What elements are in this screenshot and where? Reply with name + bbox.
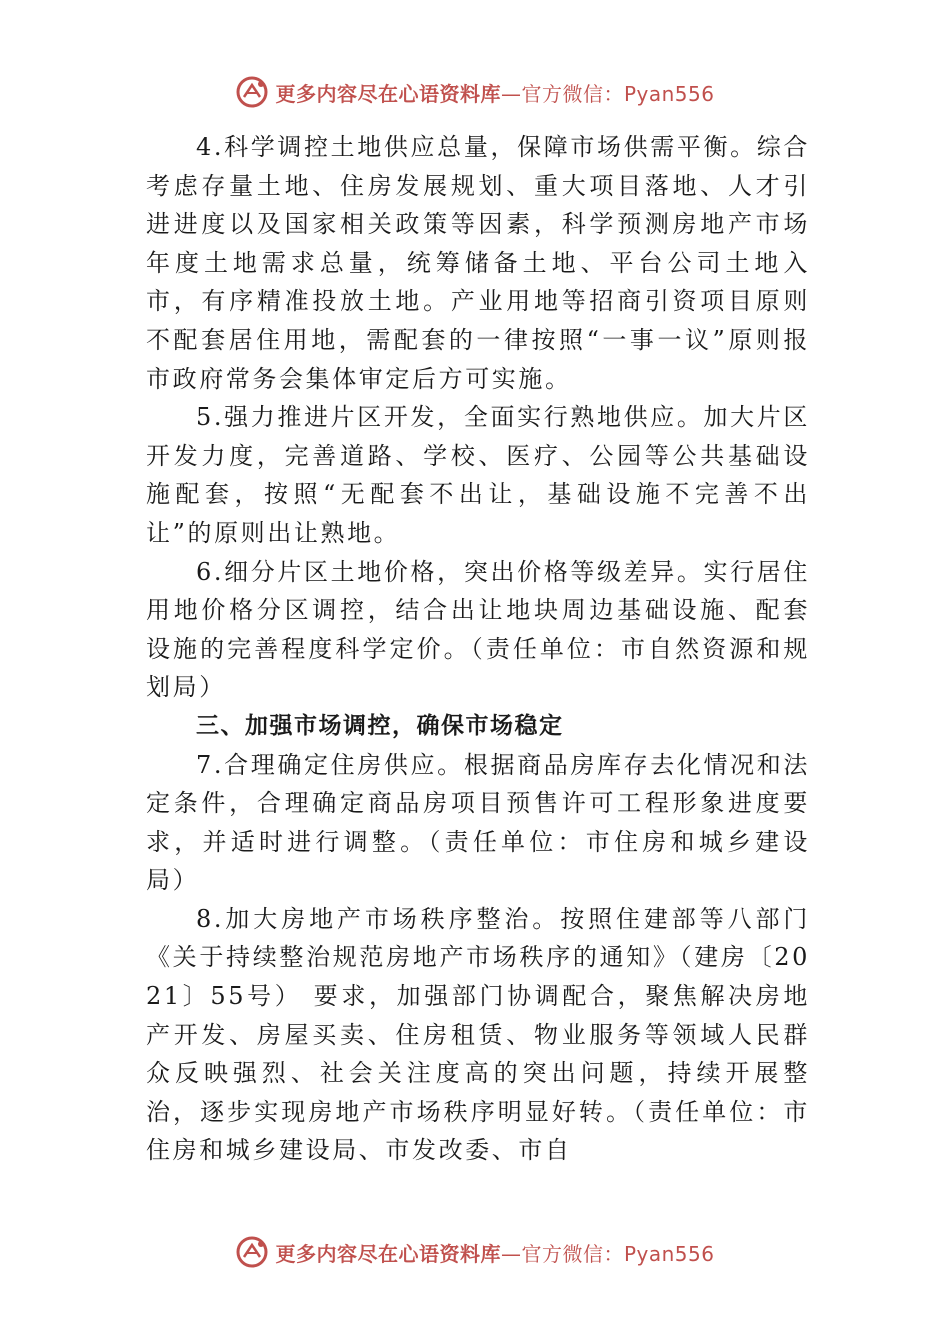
- watermark-footer: [0, 1232, 950, 1272]
- watermark-contact: —官方微信：Pyan556: [500, 1241, 715, 1266]
- paragraph-item-8: 8.加大房地产市场秩序整治。按照住建部等八部门《关于持续整治规范房地产市场秩序的通知》（建房〔2021〕55号） 要求，加强部门协调配合，聚焦解决房地产开发、房屋买卖、住房租赁、物业服务等领域人民群众反映强烈、社会关注度高的突出问题，持续开展整治，逐步实现房地产市场秩序明显好转。（责任单位：市住房和城乡建设局、市发改委、市自: [146, 904, 810, 1165]
- watermark-brand: 更多内容尽在心语资料库: [275, 1241, 501, 1266]
- watermark-text: [275, 78, 714, 107]
- paragraph-item-4: 4.科学调控土地供应总量，保障市场供需平衡。综合考虑存量土地、住房发展规划、重大项目落地、人才引进进度以及国家相关政策等因素，科学预测房地产市场年度土地需求总量，统筹储备土地、平台公司土地入市，有序精准投放土地。产业用地等招商引资项目原则不配套居住用地，需配套的一律按照“一事一议”原则报市政府常务会集体审定后方可实施。: [146, 133, 810, 393]
- document-body: [146, 128, 810, 1170]
- section-heading-3: 三、加强市场调控，确保市场稳定: [196, 712, 564, 739]
- paragraph-item-7: 7.合理确定住房供应。根据商品房库存去化情况和法定条件，合理确定商品房项目预售许可工程形象进度要求，并适时进行调整。（责任单位：市住房和城乡建设局）: [146, 750, 810, 895]
- watermark-header: [0, 72, 950, 112]
- red-seal-logo-icon: [235, 1235, 269, 1269]
- watermark-text: [275, 1238, 714, 1267]
- paragraph-item-5: 5.强力推进片区开发，全面实行熟地供应。加大片区开发力度，完善道路、学校、医疗、公园等公共基础设施配套，按照“无配套不出让，基础设施不完善不出让”的原则出让熟地。: [146, 403, 810, 547]
- watermark-contact: —官方微信：Pyan556: [500, 81, 715, 106]
- paragraph-item-6: 6.细分片区土地价格，突出价格等级差异。实行居住用地价格分区调控，结合出让地块周边基础设施、配套设施的完善程度科学定价。（责任单位：市自然资源和规划局）: [146, 557, 810, 702]
- watermark-brand: 更多内容尽在心语资料库: [275, 81, 501, 106]
- red-seal-logo-icon: [235, 75, 269, 109]
